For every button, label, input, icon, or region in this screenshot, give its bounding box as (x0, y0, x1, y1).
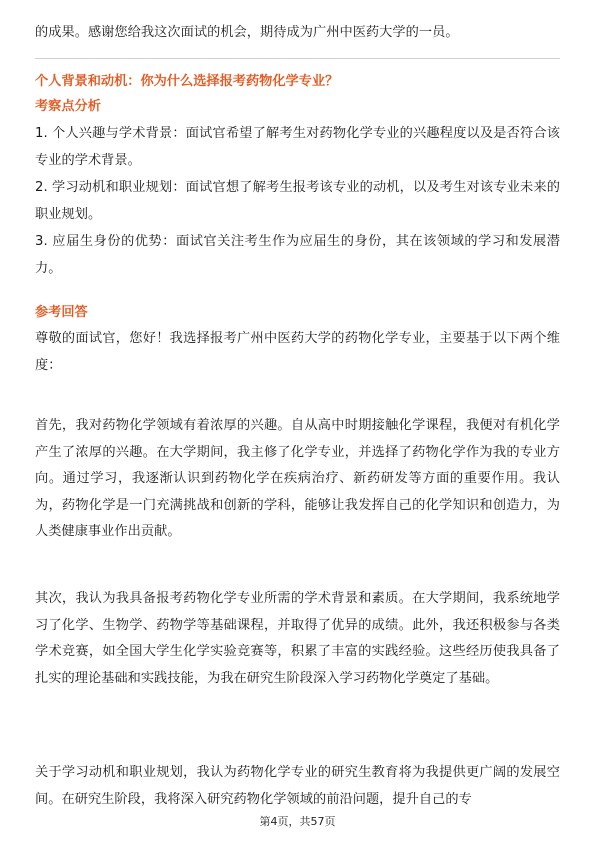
answer-paragraph-4: 关于学习动机和职业规划，我认为药物化学专业的研究生教育将为我提供更广阔的发展空间。在研究生阶段，我将深入研究药物化学领域的前沿问题，提升自己的专 (35, 765, 560, 807)
section-title: 个人背景和动机：你为什么选择报考药物化学专业？ (35, 74, 339, 89)
page-footer (0, 814, 595, 830)
answer-paragraph-3: 其次，我认为我具备报考药物化学专业所需的学术背景和素质。在大学期间，我系统地学习了化学、生物学、药物学等基础课程，并取得了优异的成绩。此外，我还积极参与各类学术竞赛，如全国大学生化学实验竞赛等，积累了丰富的实践经验。这些经历使我具备了扎实的理论基础和实践技能，为我在研究生阶段深入学习药物化学奠定了基础。 (35, 591, 560, 686)
analysis-points (35, 121, 560, 282)
analysis-point-1: 1. 个人兴趣与学术背景：面试官希望了解考生对药物化学专业的兴趣程度以及是否符合该专业的学术背景。 (35, 126, 560, 168)
section-divider (35, 58, 560, 59)
analysis-point-2: 2. 学习动机和职业规划：面试官想了解考生报考该专业的动机，以及考生对该专业未来的职业规划。 (35, 180, 560, 222)
answer-heading: 参考回答 (35, 305, 88, 320)
answer-heading-block (35, 302, 560, 324)
analysis-heading-block (35, 96, 560, 118)
answer-paragraph-1: 尊敬的面试官，您好！我选择报考广州中医药大学的药物化学专业，主要基于以下两个维度： (35, 331, 560, 373)
analysis-point-3: 3. 应届生身份的优势：面试官关注考生作为应届生的身份，其在该领域的学习和发展潜力。 (35, 234, 560, 276)
answer-paragraph-2: 首先，我对药物化学领域有着浓厚的兴趣。自从高中时期接触化学课程，我便对有机化学产生了浓厚的兴趣。在大学期间，我主修了化学专业，并选择了药物化学作为我的专业方向。通过学习，我逐渐认识到药物化学在疾病治疗、新药研发等方面的重要作用。我认为，药物化学是一门充满挑战和创新的学科，能够让我发挥自己的化学知识和创造力，为人类健康事业作出贡献。 (35, 418, 560, 539)
analysis-heading: 考察点分析 (35, 99, 101, 114)
answer-paragraph-block-2 (35, 413, 560, 546)
intro-paragraph-tail: 的成果。感谢您给我这次面试的机会，期待成为广州中医药大学的一员。 (35, 25, 459, 40)
intro-text-block (35, 20, 560, 47)
page-number: 第4页，共57页 (259, 815, 336, 828)
section-title-block (35, 71, 560, 93)
answer-paragraph-block-1 (35, 326, 560, 379)
answer-paragraph-block-4 (35, 760, 560, 813)
answer-paragraph-block-3 (35, 586, 560, 692)
